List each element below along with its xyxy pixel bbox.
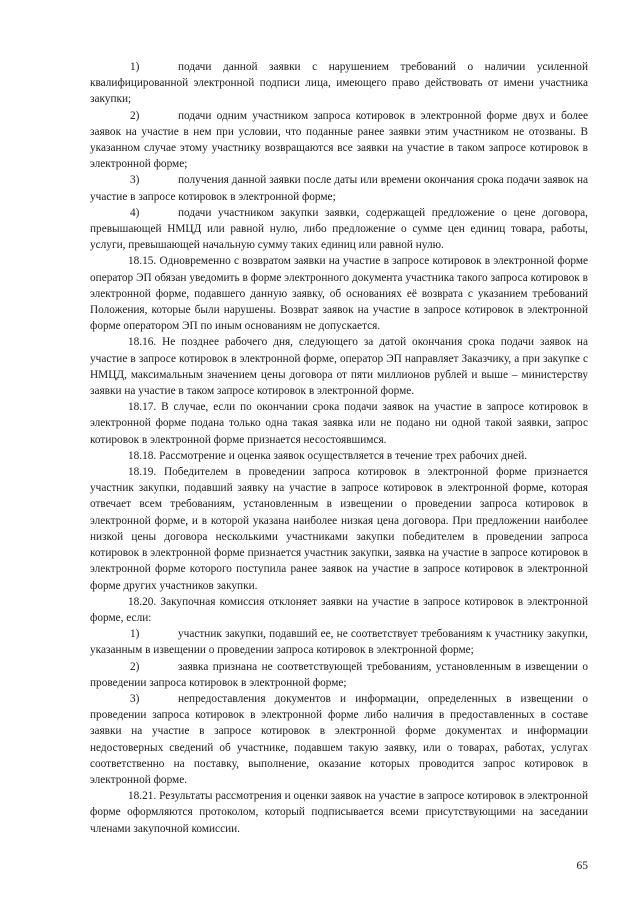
paragraph-18-20: 18.20. Закупочная комиссия отклоняет заявки на участие в запросе котировок в электронной форме, если: <box>90 595 588 624</box>
paragraph-18-21: 18.21. Результаты рассмотрения и оценки заявок на участие в запросе котировок в электронной форме оформляются протоколом, который подписывается всеми присутствующими на заседании членами закупочной комиссии. <box>90 790 588 835</box>
paragraph-18-18: 18.18. Рассмотрение и оценка заявок осуществляется в течение трех рабочих дней. <box>128 449 528 462</box>
item-text: подачи данной заявки с нарушением требований о наличии усиленной квалифицированной электронной подписи лица, имеющего право действовать от имени участника закупки; <box>90 61 588 106</box>
paragraph-18-15: 18.15. Одновременно с возвратом заявки на участие в запросе котировок в электронной форме оператор ЭП обязан уведомить в форме электронного документа участника такого запроса котировок в электронной форме, подавшего данную заявку, об основаниях её возврата с указанием требований Положения, которые были нарушены. Возврат заявок на участие в запросе котировок в электронной форме оператором ЭП по иным основаниям не допускается. <box>90 255 588 333</box>
paragraph-18-17: 18.17. В случае, если по окончании срока подачи заявок на участие в запросе котировок в электронной форме подана только одна такая заявка или не подано ни одной такой заявки, запрос котировок в электронной форме признается несостоявшимся. <box>90 401 588 446</box>
document-body <box>90 59 588 837</box>
list-item <box>90 626 588 658</box>
page-number: 65 <box>576 860 588 872</box>
paragraph-18-16: 18.16. Не позднее рабочего дня, следующего за датой окончания срока подачи заявок на участие в запросе котировок в электронной форме, оператор ЭП направляет Заказчику, а при закупке с НМЦД, максимальным значением цены договора от пяти миллионов рублей и выше – министерству заявки на участие в таком запросе котировок в электронной форме. <box>90 336 588 398</box>
list-item <box>90 659 588 691</box>
item-number: 2) <box>130 660 140 673</box>
item-number: 1) <box>130 61 140 73</box>
list-item <box>90 108 588 173</box>
item-number: 1) <box>130 628 140 641</box>
item-text: подачи участником закупки заявки, содержащей предложение о цене договора, превышающей НМЦД или равной нулю, либо предложение о сумме цен единиц товара, работы, услуги, превышающей начальную сумму таких единиц или равной нулю. <box>90 206 588 252</box>
item-text: подачи одним участником запроса котировок в электронной форме двух и более заявок на участие в нем при условии, что поданные ранее заявки этим участником не отозваны. В указанном случае этому участнику возвращаются все заявки на участие в таком запросе котировок в электронной форме; <box>90 109 588 171</box>
item-text: непредоставления документов и информации, определенных в извещении о проведении запроса котировок в электронной форме либо наличия в предоставленных в составе заявки на участие в запросе котировок в электронной форме документах и информации недостоверных сведений об участнике, подавшем такую заявку, или о товарах, работах, услугах соответственно на поставку, выполнение, оказание которых проводится запрос котировок в электронной форме. <box>90 692 588 786</box>
item-text: получения данной заявки после даты или времени окончания срока подачи заявок на участие в запросе котировок в электронной форме; <box>90 174 588 203</box>
item-text: участник закупки, подавший ее, не соответствует требованиям к участнику закупки, указанным в извещении о проведении запроса котировок в электронной форме; <box>90 628 588 657</box>
item-number: 3) <box>130 692 140 705</box>
paragraph-18-19: 18.19. Победителем в проведении запроса котировок в электронной форме признается участник закупки, подавший заявку на участие в запросе котировок в электронной форме, которая отвечает всем требованиям, установленным в извещении о проведении запроса котировок в электронной форме, и в которой указана наиболее низкая цена договора. При предложении наиболее низкой цены договора несколькими участниками закупки победителем в проведении запроса котировок в электронной форме признается участник закупки, заявка на участие в запросе котировок в электронной форме которого поступила ранее заявок на участие в запросе котировок в электронной форме других участников закупки. <box>90 466 588 592</box>
list-item <box>90 205 588 254</box>
item-text: заявка признана не соответствующей требованиям, установленным в извещении о проведении запроса котировок в электронной форме; <box>90 660 588 689</box>
list-item <box>90 59 588 108</box>
item-number: 2) <box>130 109 140 122</box>
list-item <box>90 691 588 788</box>
item-number: 4) <box>130 206 140 219</box>
list-item <box>90 172 588 204</box>
item-number: 3) <box>130 174 140 187</box>
